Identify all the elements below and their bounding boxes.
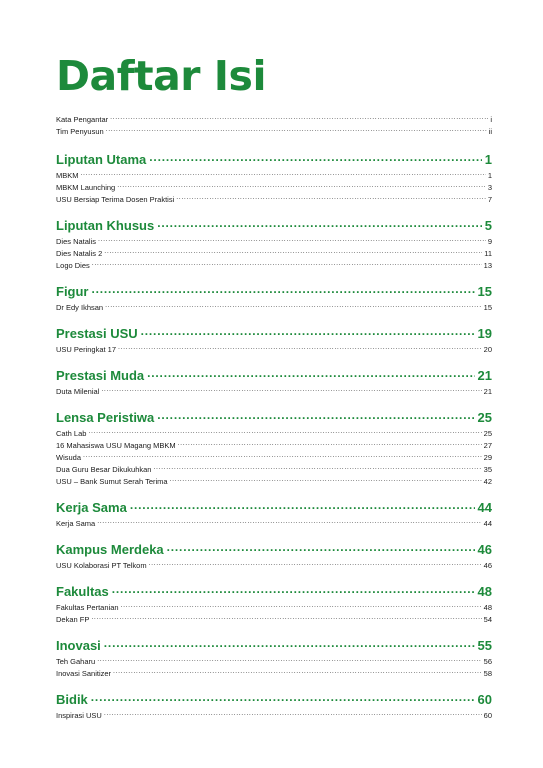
toc-section [56, 326, 492, 356]
dot-leader [149, 152, 481, 164]
table-of-contents [56, 54, 492, 722]
toc-entry[interactable] [56, 656, 492, 668]
toc-entry-page-number: 9 [487, 237, 492, 246]
toc-entry-label: Dua Guru Besar Dikukuhkan [56, 465, 152, 474]
toc-entry-page-number: 46 [483, 561, 492, 570]
section-page-number: 19 [477, 326, 492, 341]
toc-entry-label: Dekan FP [56, 615, 90, 624]
dot-leader [106, 126, 487, 134]
dot-leader [117, 182, 486, 190]
toc-section [56, 410, 492, 488]
section-heading[interactable] [56, 584, 492, 600]
toc-entry-label: 16 Mahasiswa USU Magang MBKM [56, 441, 176, 450]
toc-entry-label: USU Kolaborasi PT Telkom [56, 561, 147, 570]
toc-section [56, 584, 492, 626]
toc-entry-page-number: 58 [483, 669, 492, 678]
section-title: Lensa Peristiwa [56, 410, 155, 425]
toc-entry-page-number: 13 [483, 261, 492, 270]
dot-leader [91, 692, 475, 704]
dot-leader [130, 500, 475, 512]
toc-section [56, 152, 492, 206]
section-heading[interactable] [56, 692, 492, 708]
toc-entry[interactable] [56, 194, 492, 206]
toc-entry[interactable] [56, 476, 492, 488]
toc-section [56, 638, 492, 680]
section-page-number: 46 [477, 542, 492, 557]
intro-list [56, 114, 492, 138]
toc-entry-page-number: 20 [483, 345, 492, 354]
toc-entry-page-number: 15 [483, 303, 492, 312]
dot-leader [170, 476, 482, 484]
dot-leader [88, 428, 481, 436]
section-page-number: 21 [477, 368, 492, 383]
section-heading[interactable] [56, 368, 492, 384]
toc-entry[interactable] [56, 560, 492, 572]
section-title: Liputan Utama [56, 152, 147, 167]
toc-entry-label: USU – Bank Sumut Serah Terima [56, 477, 168, 486]
dot-leader [92, 284, 475, 296]
toc-section [56, 500, 492, 530]
toc-entry-page-number: 42 [483, 477, 492, 486]
toc-entry-label: USU Bersiap Terima Dosen Praktisi [56, 195, 175, 204]
section-heading[interactable] [56, 542, 492, 558]
toc-section [56, 692, 492, 722]
toc-entry-label: MBKM [56, 171, 79, 180]
toc-entry-page-number: 54 [483, 615, 492, 624]
toc-entry[interactable] [56, 114, 492, 126]
dot-leader [91, 614, 481, 622]
toc-section [56, 284, 492, 314]
toc-entry[interactable] [56, 182, 492, 194]
section-page-number: 55 [477, 638, 492, 653]
toc-entry-label: MBKM Launching [56, 183, 116, 192]
dot-leader [118, 344, 482, 352]
section-title: Kerja Sama [56, 500, 127, 515]
toc-entry-label: Fakultas Pertanian [56, 603, 119, 612]
section-title: Liputan Khusus [56, 218, 155, 233]
toc-entry[interactable] [56, 614, 492, 626]
toc-entry-page-number: 11 [484, 249, 492, 258]
dot-leader [92, 260, 482, 268]
toc-entry-page-number: 7 [487, 195, 492, 204]
dot-leader [167, 542, 475, 554]
toc-entry[interactable] [56, 260, 492, 272]
toc-entry[interactable] [56, 236, 492, 248]
section-page-number: 48 [477, 584, 492, 599]
dot-leader [176, 194, 486, 202]
dot-leader [110, 114, 488, 122]
dot-leader [97, 656, 481, 664]
dot-leader [178, 440, 482, 448]
toc-entry[interactable] [56, 452, 492, 464]
toc-entry[interactable] [56, 248, 492, 260]
toc-entry-label: Inspirasi USU [56, 711, 102, 720]
dot-leader [112, 584, 475, 596]
toc-entry-page-number: 25 [483, 429, 492, 438]
toc-entry-label: Dr Edy Ikhsan [56, 303, 104, 312]
toc-entry[interactable] [56, 440, 492, 452]
toc-entry[interactable] [56, 464, 492, 476]
section-title: Prestasi Muda [56, 368, 145, 383]
dot-leader [121, 602, 482, 610]
section-title: Figur [56, 284, 89, 299]
section-page-number: 25 [477, 410, 492, 425]
dot-leader [147, 368, 474, 380]
toc-entry-page-number: 35 [483, 465, 492, 474]
dot-leader [104, 248, 482, 256]
section-page-number: 1 [484, 152, 492, 167]
section-heading[interactable] [56, 326, 492, 342]
toc-entry-label: USU Peringkat 17 [56, 345, 117, 354]
section-title: Prestasi USU [56, 326, 138, 341]
dot-leader [141, 326, 475, 338]
section-heading[interactable] [56, 284, 492, 300]
section-list [56, 152, 492, 722]
dot-leader [97, 518, 481, 526]
section-heading[interactable] [56, 152, 492, 168]
section-title: Bidik [56, 692, 88, 707]
toc-entry-label: Wisuda [56, 453, 82, 462]
toc-entry-label: Dies Natalis [56, 237, 97, 246]
dot-leader [83, 452, 482, 460]
toc-entry-page-number: 1 [487, 171, 492, 180]
section-heading[interactable] [56, 638, 492, 654]
toc-entry-label: Kerja Sama [56, 519, 96, 528]
section-page-number: 60 [477, 692, 492, 707]
toc-entry-label: Teh Gaharu [56, 657, 96, 666]
toc-section [56, 218, 492, 272]
toc-entry[interactable] [56, 126, 492, 138]
toc-entry[interactable] [56, 170, 492, 182]
dot-leader [153, 464, 481, 472]
section-page-number: 44 [477, 500, 492, 515]
toc-entry-label: Tim Penyusun [56, 127, 104, 136]
dot-leader [98, 236, 486, 244]
toc-entry[interactable] [56, 668, 492, 680]
toc-section [56, 542, 492, 572]
toc-entry[interactable] [56, 518, 492, 530]
toc-entry[interactable] [56, 602, 492, 614]
toc-entry[interactable] [56, 386, 492, 398]
toc-entry-label: Duta Milenial [56, 387, 100, 396]
toc-entry-page-number: 29 [483, 453, 492, 462]
toc-entry[interactable] [56, 344, 492, 356]
toc-entry[interactable] [56, 710, 492, 722]
toc-entry-label: Cath Lab [56, 429, 87, 438]
dot-leader [149, 560, 482, 568]
dot-leader [113, 668, 482, 676]
dot-leader [104, 638, 475, 650]
toc-entry-page-number: 27 [483, 441, 492, 450]
toc-entry-label: Inovasi Sanitizer [56, 669, 112, 678]
toc-entry-page-number: ii [488, 127, 492, 136]
page-title: Daftar Isi [56, 52, 267, 100]
section-title: Inovasi [56, 638, 101, 653]
dot-leader [101, 386, 481, 394]
section-heading[interactable] [56, 500, 492, 516]
toc-entry-label: Kata Pengantar [56, 115, 109, 124]
toc-entry-page-number: 56 [483, 657, 492, 666]
toc-entry-page-number: 3 [487, 183, 492, 192]
toc-entry-page-number: 48 [483, 603, 492, 612]
toc-entry-label: Dies Natalis 2 [56, 249, 103, 258]
toc-entry[interactable] [56, 428, 492, 440]
toc-entry-page-number: i [490, 115, 492, 124]
section-heading[interactable] [56, 218, 492, 234]
toc-entry-page-number: 21 [483, 387, 492, 396]
section-page-number: 15 [477, 284, 492, 299]
dot-leader [157, 218, 482, 230]
dot-leader [104, 710, 482, 718]
section-title: Fakultas [56, 584, 109, 599]
toc-entry-page-number: 44 [483, 519, 492, 528]
toc-entry[interactable] [56, 302, 492, 314]
section-title: Kampus Merdeka [56, 542, 164, 557]
toc-section [56, 368, 492, 398]
toc-entry-label: Logo Dies [56, 261, 90, 270]
toc-entry-page-number: 60 [483, 711, 492, 720]
dot-leader [157, 410, 474, 422]
dot-leader [105, 302, 482, 310]
section-page-number: 5 [484, 218, 492, 233]
section-heading[interactable] [56, 410, 492, 426]
dot-leader [81, 170, 486, 178]
